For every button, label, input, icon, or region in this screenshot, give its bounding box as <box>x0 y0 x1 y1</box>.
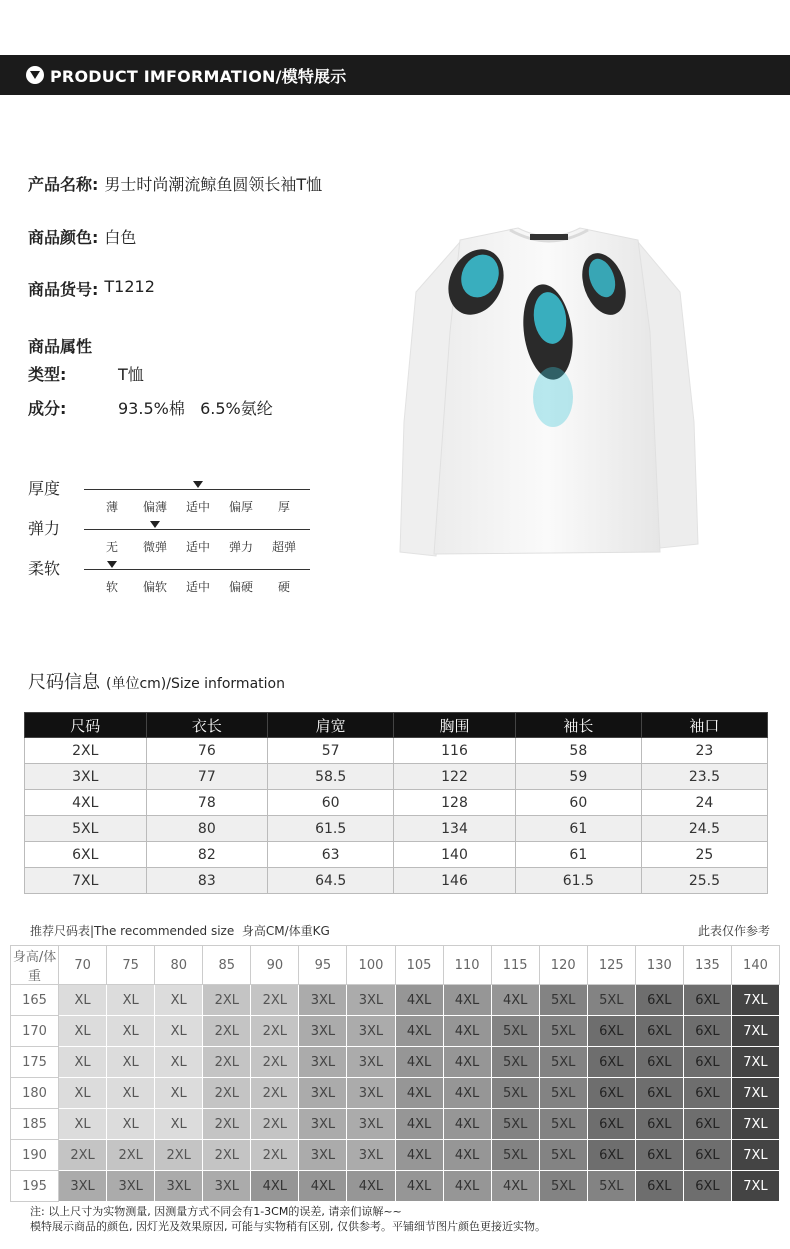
scale-option: 偏薄 <box>142 500 167 514</box>
recommend-size-cell: 5XL <box>491 1047 539 1078</box>
recommend-size-cell: 4XL <box>251 1171 299 1202</box>
size-table-header-cell: 袖长 <box>515 713 641 738</box>
size-table-cell: 122 <box>394 764 516 790</box>
recommend-size-cell: 3XL <box>299 1047 347 1078</box>
recommend-weight: 95 <box>299 946 347 985</box>
table-row <box>25 842 768 868</box>
recommend-size-cell: XL <box>155 1016 203 1047</box>
recommend-size-cell: 3XL <box>107 1171 155 1202</box>
recommend-size-cell: 4XL <box>395 1171 443 1202</box>
size-table-cell: 64.5 <box>268 868 394 894</box>
scale-name: 厚度 <box>28 479 61 498</box>
size-table-cell: 128 <box>394 790 516 816</box>
recommend-size-cell: 6XL <box>683 1171 731 1202</box>
recommend-size-cell: 4XL <box>491 1171 539 1202</box>
size-table-cell: 25.5 <box>641 868 767 894</box>
recommend-size-cell: 3XL <box>299 985 347 1016</box>
size-table-cell: 63 <box>268 842 394 868</box>
recommend-size-cell: 3XL <box>347 1109 395 1140</box>
recommend-size-cell: 3XL <box>203 1171 251 1202</box>
scale-row <box>28 556 318 596</box>
recommend-size-cell: 6XL <box>683 1140 731 1171</box>
recommend-size-cell: 4XL <box>443 1078 491 1109</box>
scale-option: 超弹 <box>271 540 296 554</box>
recommend-size-cell: 6XL <box>635 1078 683 1109</box>
table-row <box>25 816 768 842</box>
recommend-size-cell: 3XL <box>155 1171 203 1202</box>
recommend-size-cell: 3XL <box>347 1016 395 1047</box>
recommend-size-cell: 2XL <box>251 985 299 1016</box>
scale-line <box>84 569 310 570</box>
size-table-cell: 25 <box>641 842 767 868</box>
recommend-size-cell: 4XL <box>443 1171 491 1202</box>
recommend-size-cell: 3XL <box>347 1140 395 1171</box>
size-table-cell: 7XL <box>25 868 147 894</box>
size-table-cell: 83 <box>146 868 268 894</box>
type-label: 类型: <box>28 365 67 384</box>
size-table-cell: 61 <box>515 816 641 842</box>
scale-option: 硬 <box>277 580 290 594</box>
scale-option: 适中 <box>185 540 210 554</box>
scale-name: 弹力 <box>28 519 61 538</box>
recommend-size-cell: 4XL <box>347 1171 395 1202</box>
recommend-size-cell: 6XL <box>587 1016 635 1047</box>
size-table-header-cell: 衣长 <box>146 713 268 738</box>
scale-option: 无 <box>105 540 118 554</box>
table-row <box>11 1109 780 1140</box>
recommend-size-cell: 6XL <box>587 1078 635 1109</box>
size-info-subtitle: (单位cm)/Size information <box>106 676 285 692</box>
size-table-cell: 60 <box>268 790 394 816</box>
recommend-size-cell: 7XL <box>731 985 779 1016</box>
footnote-1: 注: 以上尺寸为实物测量, 因测量方式不同会有1-3CM的误差, 请亲们谅解~~ <box>30 1205 402 1218</box>
size-table-cell: 6XL <box>25 842 147 868</box>
section-banner <box>0 55 790 95</box>
recommend-size-cell: XL <box>59 1047 107 1078</box>
size-table-cell: 76 <box>146 738 268 764</box>
scale-option: 偏硬 <box>228 580 253 594</box>
recommend-size-cell: 5XL <box>491 1109 539 1140</box>
attributes-title: 商品属性 <box>28 337 93 356</box>
size-table-cell: 59 <box>515 764 641 790</box>
size-table-header-cell: 尺码 <box>25 713 147 738</box>
recommend-size-cell: 6XL <box>635 1140 683 1171</box>
recommend-size-cell: 2XL <box>251 1109 299 1140</box>
recommend-size-cell: 5XL <box>491 1016 539 1047</box>
recommend-size-cell: 4XL <box>395 985 443 1016</box>
recommend-size-cell: 2XL <box>203 1140 251 1171</box>
table-row <box>25 764 768 790</box>
recommend-size-cell: 3XL <box>347 1078 395 1109</box>
recommend-weight: 75 <box>107 946 155 985</box>
recommend-size-cell: XL <box>155 985 203 1016</box>
scale-line <box>84 529 310 530</box>
size-table-cell: 58.5 <box>268 764 394 790</box>
size-table-cell: 140 <box>394 842 516 868</box>
recommend-size-cell: 6XL <box>683 985 731 1016</box>
size-table-cell: 3XL <box>25 764 147 790</box>
recommend-size-cell: 3XL <box>59 1171 107 1202</box>
scale-option: 适中 <box>185 580 210 594</box>
recommend-height: 195 <box>11 1171 59 1202</box>
recommend-heading: 推荐尺码表|The recommended size 身高CM/体重KG <box>30 924 330 938</box>
recommend-table <box>10 945 780 1202</box>
table-row <box>11 1078 780 1109</box>
scale-option: 适中 <box>185 500 210 514</box>
scale-line <box>84 489 310 490</box>
recommend-height: 170 <box>11 1016 59 1047</box>
recommend-size-cell: 4XL <box>491 985 539 1016</box>
chevron-down-icon <box>26 66 44 84</box>
size-table-cell: 24.5 <box>641 816 767 842</box>
recommend-height: 190 <box>11 1140 59 1171</box>
recommend-size-cell: 4XL <box>395 1078 443 1109</box>
recommend-weight: 115 <box>491 946 539 985</box>
recommend-size-cell: XL <box>59 1078 107 1109</box>
recommend-size-cell: 3XL <box>347 1047 395 1078</box>
recommend-size-cell: XL <box>107 1047 155 1078</box>
product-name-value: 男士时尚潮流鲸鱼圆领长袖T恤 <box>104 175 323 194</box>
recommend-size-cell: 6XL <box>683 1078 731 1109</box>
size-table-cell: 23.5 <box>641 764 767 790</box>
scale-name: 柔软 <box>28 559 61 578</box>
recommend-weight: 100 <box>347 946 395 985</box>
banner-title: PRODUCT IMFORMATION/模特展示 <box>50 66 347 86</box>
recommend-size-cell: 4XL <box>443 1047 491 1078</box>
recommend-size-cell: 7XL <box>731 1078 779 1109</box>
recommend-size-cell: 2XL <box>203 1109 251 1140</box>
product-name-row <box>28 172 322 195</box>
type-row <box>28 362 144 385</box>
size-table-header-cell: 袖口 <box>641 713 767 738</box>
recommend-weight: 135 <box>683 946 731 985</box>
size-table-cell: 61.5 <box>515 868 641 894</box>
recommend-height: 165 <box>11 985 59 1016</box>
recommend-size-cell: 2XL <box>203 985 251 1016</box>
product-color-row <box>28 225 136 248</box>
recommend-weight: 105 <box>395 946 443 985</box>
recommend-size-cell: XL <box>155 1078 203 1109</box>
recommend-size-cell: 5XL <box>491 1140 539 1171</box>
table-row <box>25 790 768 816</box>
recommend-weight: 110 <box>443 946 491 985</box>
recommend-size-cell: 2XL <box>107 1140 155 1171</box>
recommend-size-cell: 7XL <box>731 1171 779 1202</box>
scale-option: 薄 <box>105 500 118 514</box>
recommend-size-cell: 6XL <box>683 1047 731 1078</box>
recommend-size-cell: XL <box>155 1109 203 1140</box>
product-name-label: 产品名称: <box>28 175 99 194</box>
table-row <box>11 1016 780 1047</box>
recommend-size-cell: 4XL <box>443 985 491 1016</box>
recommend-size-cell: XL <box>107 1109 155 1140</box>
recommend-size-cell: 2XL <box>251 1140 299 1171</box>
recommend-size-cell: 2XL <box>59 1140 107 1171</box>
size-table-cell: 61.5 <box>268 816 394 842</box>
recommend-height: 185 <box>11 1109 59 1140</box>
size-table-cell: 57 <box>268 738 394 764</box>
recommend-size-cell: 5XL <box>539 985 587 1016</box>
scale-row <box>28 476 318 516</box>
recommend-size-cell: 4XL <box>443 1140 491 1171</box>
scale-row <box>28 516 318 556</box>
product-sku-label: 商品货号: <box>28 280 99 299</box>
recommend-size-cell: 6XL <box>635 1047 683 1078</box>
recommend-size-cell: 2XL <box>251 1047 299 1078</box>
size-table-cell: 134 <box>394 816 516 842</box>
product-color-value: 白色 <box>104 228 137 247</box>
recommend-size-cell: 3XL <box>347 985 395 1016</box>
recommend-size-cell: 5XL <box>587 985 635 1016</box>
recommend-size-cell: 3XL <box>299 1140 347 1171</box>
recommend-size-cell: 4XL <box>395 1140 443 1171</box>
product-shirt-image <box>398 222 700 558</box>
recommend-weight: 90 <box>251 946 299 985</box>
recommend-size-cell: XL <box>59 1109 107 1140</box>
size-table-cell: 5XL <box>25 816 147 842</box>
recommend-corner: 身高/体重 <box>11 946 59 985</box>
size-table-cell: 77 <box>146 764 268 790</box>
recommend-size-cell: 6XL <box>635 1016 683 1047</box>
recommend-size-cell: 6XL <box>683 1016 731 1047</box>
recommend-weight: 130 <box>635 946 683 985</box>
recommend-size-cell: XL <box>59 985 107 1016</box>
recommend-size-cell: 4XL <box>443 1109 491 1140</box>
recommend-size-cell: XL <box>107 1016 155 1047</box>
scale-option: 偏软 <box>142 580 167 594</box>
recommend-size-cell: 6XL <box>683 1109 731 1140</box>
recommend-size-cell: 5XL <box>539 1047 587 1078</box>
product-sku-value: T1212 <box>104 277 155 296</box>
recommend-weight: 70 <box>59 946 107 985</box>
recommend-size-cell: 2XL <box>155 1140 203 1171</box>
recommend-weight: 125 <box>587 946 635 985</box>
recommend-size-cell: 5XL <box>539 1078 587 1109</box>
product-color-label: 商品颜色: <box>28 228 99 247</box>
size-table <box>24 712 768 894</box>
size-info-title <box>28 668 285 694</box>
product-sku-row <box>28 277 155 300</box>
recommend-size-cell: 5XL <box>587 1171 635 1202</box>
recommend-size-cell: 2XL <box>203 1078 251 1109</box>
recommend-weight: 85 <box>203 946 251 985</box>
material-value: 93.5%棉 6.5%氨纶 <box>118 399 273 418</box>
table-row <box>11 1171 780 1202</box>
recommend-size-cell: 3XL <box>299 1016 347 1047</box>
scale-option: 软 <box>105 580 118 594</box>
recommend-size-cell: 2XL <box>251 1078 299 1109</box>
recommend-size-cell: 5XL <box>539 1016 587 1047</box>
scale-option: 弹力 <box>228 540 253 554</box>
recommend-size-cell: XL <box>107 985 155 1016</box>
size-table-header-cell: 胸围 <box>394 713 516 738</box>
recommend-size-cell: 7XL <box>731 1016 779 1047</box>
recommend-weight: 140 <box>731 946 779 985</box>
recommend-size-cell: 5XL <box>491 1078 539 1109</box>
recommend-size-cell: 6XL <box>587 1047 635 1078</box>
recommend-size-cell: 7XL <box>731 1109 779 1140</box>
size-table-cell: 58 <box>515 738 641 764</box>
recommend-size-cell: 5XL <box>539 1140 587 1171</box>
scale-option: 偏厚 <box>228 500 253 514</box>
recommend-size-cell: 6XL <box>635 1109 683 1140</box>
recommend-size-cell: 4XL <box>395 1016 443 1047</box>
footnote-2: 模特展示商品的颜色, 因灯光及效果原因, 可能与实物稍有区别, 仅供参考。平铺细节图片颜色更接近实物。 <box>30 1220 546 1233</box>
table-row <box>25 738 768 764</box>
recommend-header-row <box>11 946 780 985</box>
recommend-size-cell: 3XL <box>299 1078 347 1109</box>
recommend-size-cell: 6XL <box>635 985 683 1016</box>
size-table-cell: 116 <box>394 738 516 764</box>
recommend-size-cell: XL <box>107 1078 155 1109</box>
recommend-size-cell: 2XL <box>251 1016 299 1047</box>
recommend-size-cell: 3XL <box>299 1109 347 1140</box>
recommend-size-cell: 2XL <box>203 1047 251 1078</box>
size-table-cell: 146 <box>394 868 516 894</box>
recommend-size-cell: 6XL <box>587 1140 635 1171</box>
size-table-header-cell: 肩宽 <box>268 713 394 738</box>
size-info-title-text: 尺码信息 <box>28 672 100 693</box>
recommend-size-cell: 5XL <box>539 1109 587 1140</box>
table-row <box>25 868 768 894</box>
recommend-size-cell: 6XL <box>587 1109 635 1140</box>
size-table-header <box>25 713 768 738</box>
recommend-weight: 80 <box>155 946 203 985</box>
size-table-cell: 80 <box>146 816 268 842</box>
size-table-cell: 24 <box>641 790 767 816</box>
scale-marker-icon <box>107 561 117 568</box>
table-row <box>11 1140 780 1171</box>
recommend-size-cell: 4XL <box>395 1109 443 1140</box>
recommend-weight: 120 <box>539 946 587 985</box>
recommend-size-cell: XL <box>155 1047 203 1078</box>
size-table-cell: 23 <box>641 738 767 764</box>
scale-option: 微弹 <box>142 540 167 554</box>
scale-marker-icon <box>193 481 203 488</box>
recommend-size-cell: 5XL <box>539 1171 587 1202</box>
material-row <box>28 396 273 419</box>
recommend-size-cell: 7XL <box>731 1047 779 1078</box>
recommend-size-cell: 6XL <box>635 1171 683 1202</box>
recommend-size-cell: 4XL <box>443 1016 491 1047</box>
recommend-height: 180 <box>11 1078 59 1109</box>
recommend-size-cell: XL <box>59 1016 107 1047</box>
size-table-cell: 60 <box>515 790 641 816</box>
scale-option: 厚 <box>277 500 290 514</box>
table-row <box>11 1047 780 1078</box>
recommend-note: 此表仅作参考 <box>697 924 770 938</box>
size-table-cell: 82 <box>146 842 268 868</box>
material-label: 成分: <box>28 399 67 418</box>
size-table-cell: 4XL <box>25 790 147 816</box>
size-table-cell: 2XL <box>25 738 147 764</box>
recommend-size-cell: 4XL <box>395 1047 443 1078</box>
table-row <box>11 985 780 1016</box>
recommend-size-cell: 2XL <box>203 1016 251 1047</box>
recommend-size-cell: 7XL <box>731 1140 779 1171</box>
scale-marker-icon <box>150 521 160 528</box>
type-value: T恤 <box>118 365 144 384</box>
size-table-cell: 61 <box>515 842 641 868</box>
recommend-size-cell: 4XL <box>299 1171 347 1202</box>
size-table-cell: 78 <box>146 790 268 816</box>
recommend-height: 175 <box>11 1047 59 1078</box>
